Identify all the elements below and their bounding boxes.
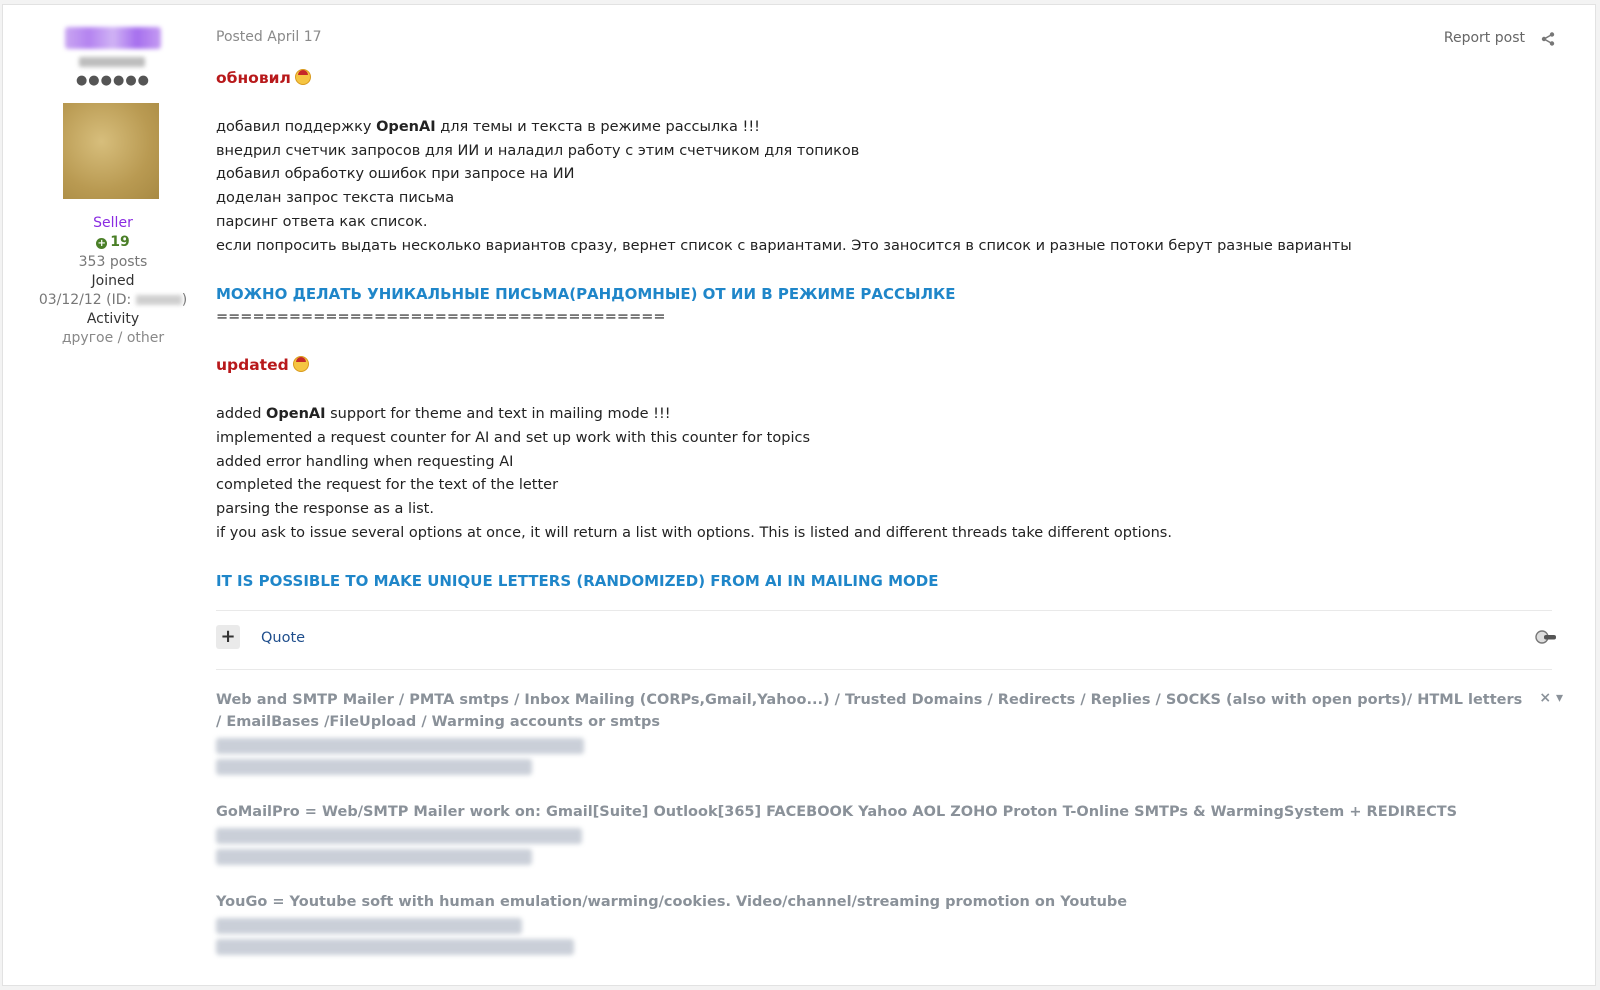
en-update-heading: updated — [216, 356, 289, 375]
quote-button[interactable]: Quote — [261, 630, 306, 646]
ru-line-5: парсинг ответа как список. — [216, 213, 428, 230]
activity-label: Activity — [86, 311, 140, 327]
ru-line-1: добавил поддержку OpenAI для темы и текста в режиме рассылка !!! — [216, 118, 760, 135]
blurred-link[interactable] — [216, 738, 584, 754]
post-content — [216, 67, 1546, 594]
post-count: 353 posts — [78, 254, 148, 270]
ru-line-4: доделан запрос текста письма — [216, 190, 455, 207]
share-icon[interactable] — [1541, 32, 1555, 46]
blurred-link[interactable] — [216, 759, 532, 775]
en-line-6: if you ask to issue several options at once, it will return a list with options. This is listed and different threads take different options. — [216, 524, 1172, 541]
en-line-5: parsing the response as a list. — [216, 501, 434, 518]
plus-circle-icon: + — [97, 238, 106, 249]
member-group: Seller — [93, 215, 133, 231]
post-date[interactable]: Posted April 17 — [216, 29, 322, 45]
divider — [216, 610, 1552, 611]
ru-line-3: добавил обработку ошибок при запросе на ИИ — [216, 166, 575, 183]
blurred-link[interactable] — [216, 828, 582, 844]
ru-line-6: если попросить выдать несколько вариантов сразу, вернет список с вариантами. Это заносится в список и разные потоки берут разные варианты — [216, 237, 1352, 254]
reaction-icon[interactable] — [1535, 629, 1557, 645]
blurred-link[interactable] — [216, 939, 574, 955]
separator-line: ===================================== — [216, 309, 666, 326]
en-line-1: added OpenAI support for theme and text in mailing mode !!! — [216, 405, 671, 422]
ru-highlight: МОЖНО ДЕЛАТЬ УНИКАЛЬНЫЕ ПИСЬМА(РАНДОМНЫЕ) ОТ ИИ В РЕЖИМЕ РАССЫЛКЕ — [216, 284, 956, 303]
avatar[interactable] — [63, 103, 159, 199]
joined-date: 03/12/12 (ID: ) — [38, 292, 188, 308]
member-id-blurred — [136, 295, 182, 305]
rank-pips: ●●●●●● — [75, 73, 151, 88]
blurred-link[interactable] — [216, 918, 522, 934]
joined-label: Joined — [91, 273, 135, 289]
signature-line-2[interactable]: GoMailPro = Web/SMTP Mailer work on: Gmail[Suite] Outlook[365] FACEBOOK Yahoo AOL ZOHO Proton T-Online SMTPs & WarmingSystem + REDIRECTS — [216, 804, 1458, 820]
multiquote-button[interactable]: + — [216, 625, 240, 649]
en-line-2: implemented a request counter for AI and set up work with this counter for topics — [216, 429, 810, 446]
signature-line-3[interactable]: YouGo = Youtube soft with human emulation/warming/cookies. Video/channel/streaming promotion on Youtube — [216, 894, 1128, 910]
divider — [216, 669, 1552, 670]
signature-hide-toggle[interactable]: × ▾ — [1539, 690, 1563, 706]
reputation-badge — [3, 234, 223, 250]
author-title-blurred — [79, 57, 145, 67]
author-name-blurred[interactable] — [65, 27, 161, 49]
signature-line-1[interactable]: Web and SMTP Mailer / PMTA smtps / Inbox Mailing (CORPs,Gmail,Yahoo...) / Trusted Domains / Redirects / Replies / SOCKS (also with open ports)/ HTML letters / EmailBases /FileUpload / Warming accounts or smtps — [216, 692, 1523, 730]
ru-line-2: внедрил счетчик запросов для ИИ и наладил работу с этим счетчиком для топиков — [216, 142, 860, 159]
en-line-3: added error handling when requesting AI — [216, 453, 514, 470]
santa-emoji-icon — [295, 69, 311, 85]
report-post-link[interactable]: Report post — [1443, 30, 1525, 46]
santa-emoji-icon — [293, 356, 309, 372]
blurred-link[interactable] — [216, 849, 532, 865]
activity-value: другое / other — [61, 330, 165, 346]
reputation-count: 19 — [110, 234, 130, 250]
signature — [216, 689, 1526, 981]
en-highlight: IT IS POSSIBLE TO MAKE UNIQUE LETTERS (RANDOMIZED) FROM AI IN MAILING MODE — [216, 571, 939, 590]
en-line-4: completed the request for the text of the letter — [216, 477, 559, 494]
forum-post — [2, 4, 1596, 986]
ru-update-heading: обновил — [216, 69, 291, 87]
